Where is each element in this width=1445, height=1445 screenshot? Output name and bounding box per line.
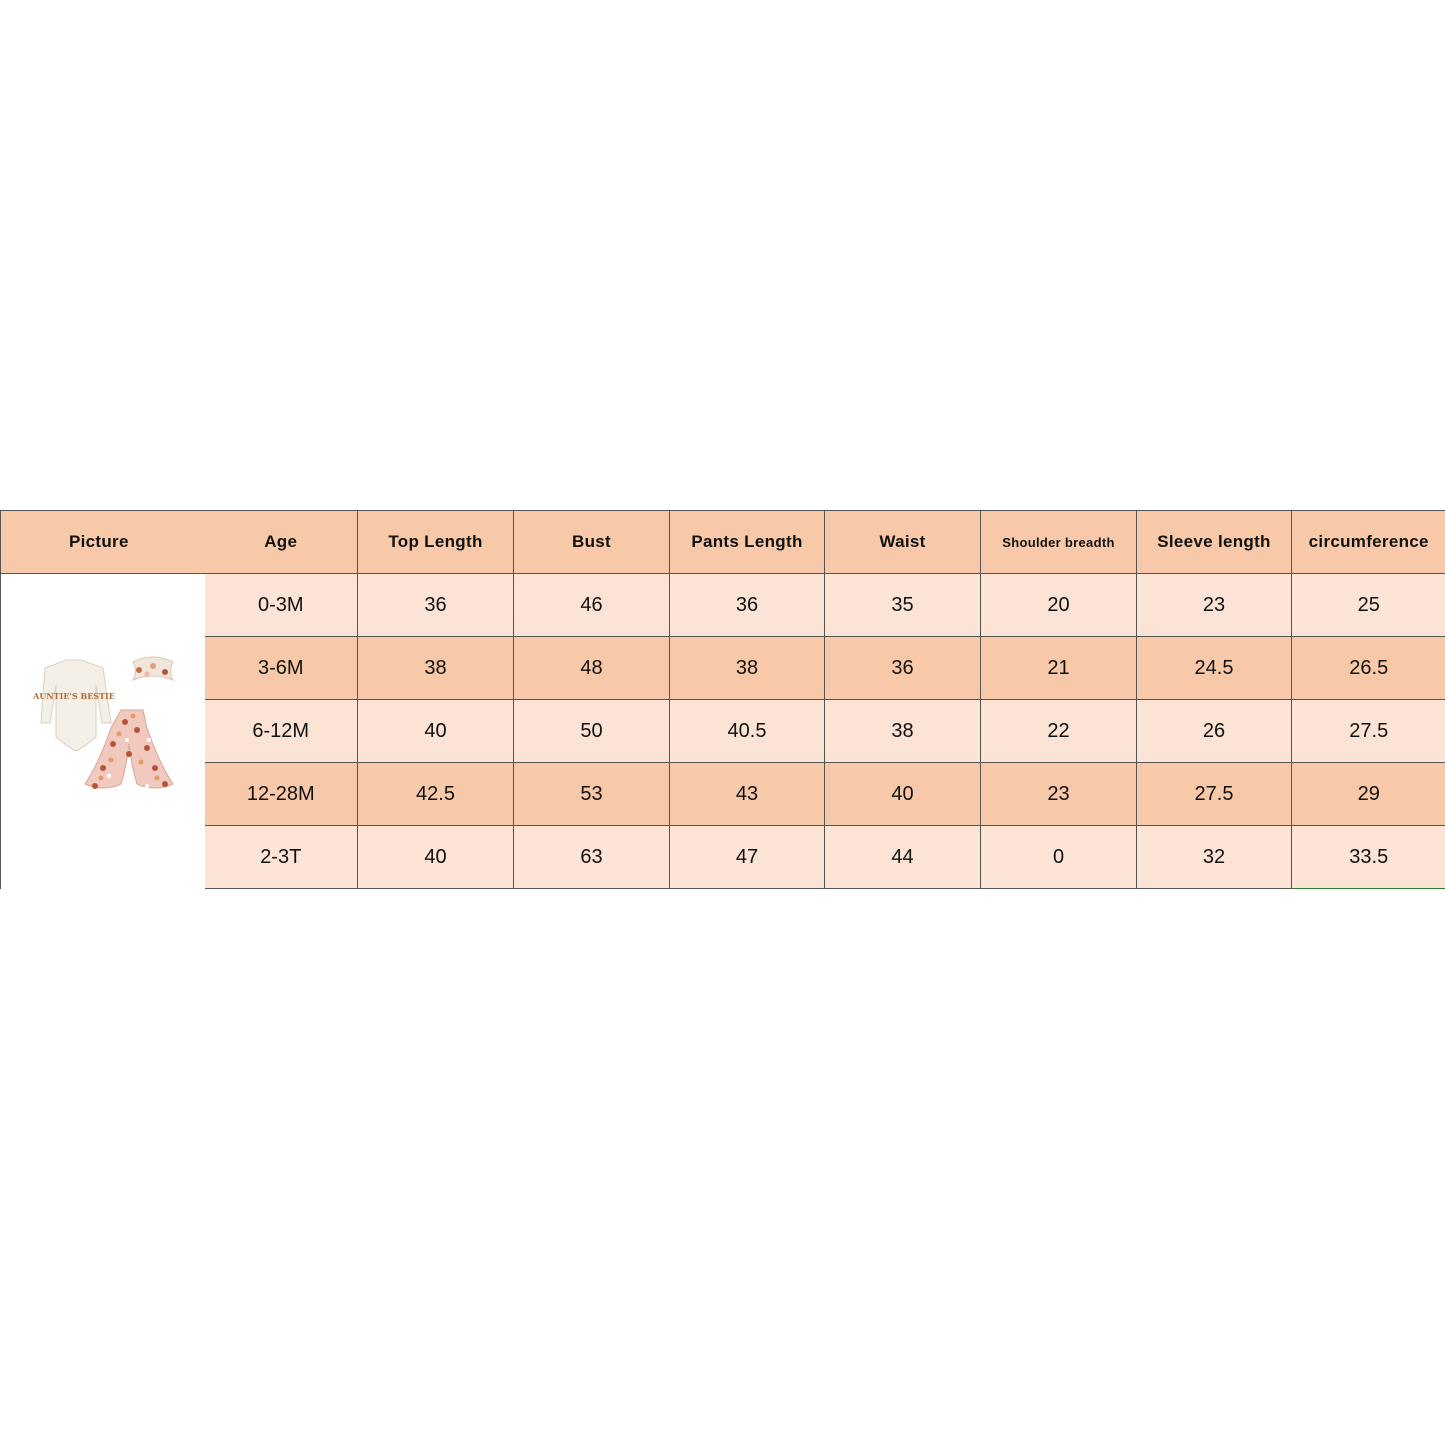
table-cell: 24.5: [1137, 637, 1292, 700]
table-cell: 38: [358, 637, 514, 700]
table-row: [1, 700, 1445, 763]
table-cell: 23: [981, 763, 1137, 826]
table-cell: 48: [514, 637, 670, 700]
table-row: [1, 637, 1445, 700]
table-cell: 36: [358, 574, 514, 637]
table-cell: 23: [1137, 574, 1292, 637]
table-cell: 33.5: [1292, 826, 1445, 889]
table-cell: 27.5: [1137, 763, 1292, 826]
header-top-length: Top Length: [358, 511, 514, 574]
shirt-print: AUNTIE'S BESTIE: [33, 691, 115, 701]
table-cell: 40: [358, 700, 514, 763]
age-cell: 6-12M: [205, 700, 358, 763]
table-cell: 43: [670, 763, 825, 826]
table-cell: 29: [1292, 763, 1445, 826]
table-cell: 46: [514, 574, 670, 637]
header-sleeve-length: Sleeve length: [1137, 511, 1292, 574]
age-cell: 2-3T: [205, 826, 358, 889]
table-row: [1, 826, 1445, 889]
table-cell: 25: [1292, 574, 1445, 637]
age-cell: 12-28M: [205, 763, 358, 826]
table-cell: 40: [825, 763, 981, 826]
header-row: [1, 511, 1445, 574]
table-cell: 35: [825, 574, 981, 637]
header-circumference: circumference: [1292, 511, 1445, 574]
table-cell: 36: [670, 574, 825, 637]
header-bust: Bust: [514, 511, 670, 574]
table-cell: 36: [825, 637, 981, 700]
table-row: [1, 574, 1445, 637]
header-waist: Waist: [825, 511, 981, 574]
table-cell: 40: [358, 826, 514, 889]
table-cell: 50: [514, 700, 670, 763]
header-shoulder-breadth: Shoulder breadth: [981, 511, 1137, 574]
table-cell: 26.5: [1292, 637, 1445, 700]
table-row: [1, 763, 1445, 826]
age-cell: 0-3M: [205, 574, 358, 637]
table-cell: 0: [981, 826, 1137, 889]
age-cell: 3-6M: [205, 637, 358, 700]
header-pants-length: Pants Length: [670, 511, 825, 574]
table-cell: 63: [514, 826, 670, 889]
size-chart-table: [0, 510, 1445, 884]
table-cell: 47: [670, 826, 825, 889]
table-cell: 40.5: [670, 700, 825, 763]
table-cell: 44: [825, 826, 981, 889]
table-cell: 42.5: [358, 763, 514, 826]
header-picture: Picture: [1, 511, 205, 574]
table-cell: 38: [670, 637, 825, 700]
table-cell: 32: [1137, 826, 1292, 889]
table-cell: 26: [1137, 700, 1292, 763]
table-cell: 22: [981, 700, 1137, 763]
table-cell: 27.5: [1292, 700, 1445, 763]
table-cell: 38: [825, 700, 981, 763]
table-cell: 53: [514, 763, 670, 826]
table-cell: 21: [981, 637, 1137, 700]
table-cell: 20: [981, 574, 1137, 637]
header-age: Age: [205, 511, 358, 574]
picture-cell: [1, 574, 205, 889]
outfit-picture-icon: [29, 644, 179, 804]
